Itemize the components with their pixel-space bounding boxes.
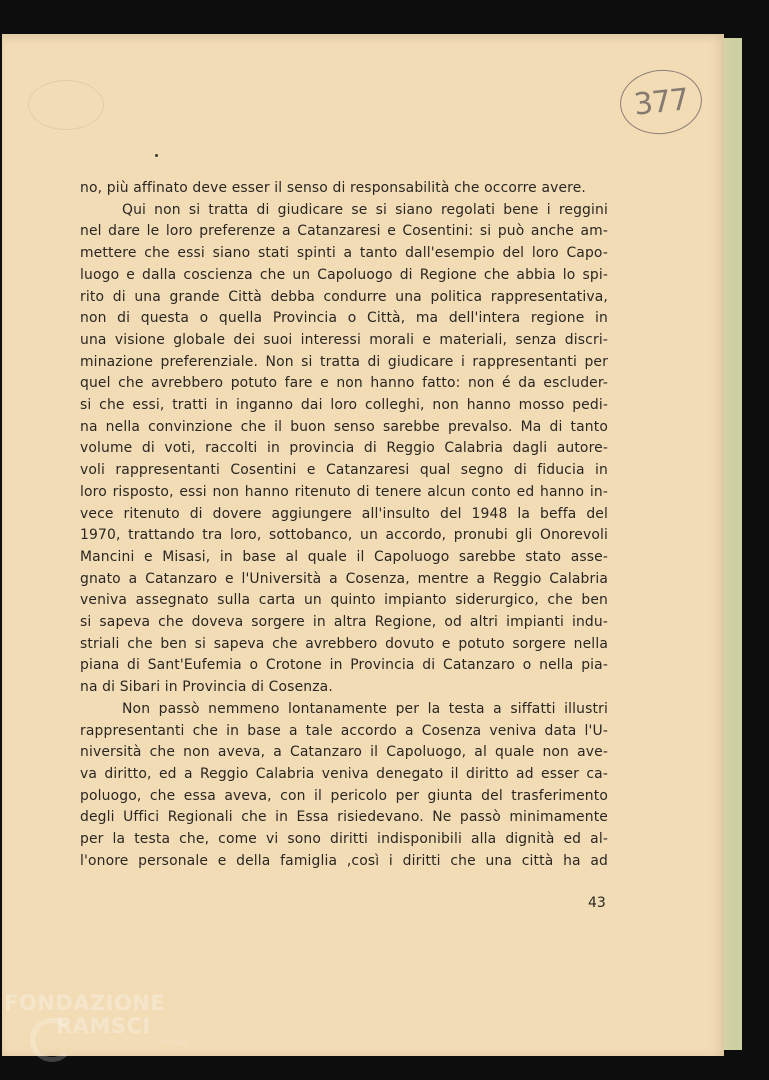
text-line: no, più affinato deve esser il senso di responsabilità che occorre avere. <box>80 180 586 196</box>
text-line: poluogo, che essa aveva, con il pericolo per giunta del trasferimento <box>80 787 608 804</box>
text-line: luogo e dalla coscienza che un Capoluogo di Regione che abbia lo spi- <box>80 266 608 283</box>
text-line: niversità che non aveva, a Catanzaro il Capoluogo, al quale non ave- <box>80 744 608 761</box>
text-line: na nella convinzione che il buon senso sarebbe prevalso. Ma di tanto <box>80 418 608 435</box>
archive-number-stamp: 377 <box>617 66 705 138</box>
text-line: l'onore personale e della famiglia ,così i diritti che una città ha ad <box>80 852 608 869</box>
faded-stamp <box>28 80 104 130</box>
text-line: rappresentanti che in base a tale accordo a Cosenza veniva data l'U- <box>80 722 608 739</box>
page-number: 43 <box>588 895 606 911</box>
text-line: na di Sibari in Provincia di Cosenza. <box>80 679 333 696</box>
text-line: rito di una grande Città debba condurre una politica rappresentativa, <box>80 288 608 305</box>
text-line: quel che avrebbero potuto fare e non hanno fatto: non é da escluder- <box>80 375 608 392</box>
text-line: va diritto, ed a Reggio Calabria veniva denegato il diritto ad esser ca- <box>80 765 608 782</box>
text-line: volume di voti, raccolti in provincia di Reggio Calabria dagli autore- <box>80 440 608 457</box>
watermark-line-3: onlus <box>160 1038 187 1048</box>
body-text <box>80 178 608 873</box>
text-line: Non passò nemmeno lontanamente per la testa a siffatti illustri <box>122 700 608 717</box>
text-line: nel dare le loro preferenze a Catanzaresi e Cosentini: si può anche am- <box>80 223 608 240</box>
text-line: degli Uffici Regionali che in Essa risiedevano. Ne passò minimamente <box>80 809 608 826</box>
text-line: gnato a Catanzaro e l'Università a Cosenza, mentre a Reggio Calabria <box>80 570 608 587</box>
text-line: voli rappresentanti Cosentini e Catanzaresi qual segno di fiducia in <box>80 462 608 479</box>
text-line: si che essi, tratti in inganno dai loro colleghi, non hanno mosso pedi- <box>80 397 608 414</box>
text-line: per la testa che, come vi sono diritti indisponibili alla dignità ed al- <box>80 831 608 848</box>
text-line: una visione globale dei suoi interessi morali e materiali, senza discri- <box>80 331 608 348</box>
text-line: striali che ben si sapeva che avrebbero dovuto e potuto sorgere nella <box>80 635 608 652</box>
text-line: si sapeva che doveva sorgere in altra Regione, od altri impianti indu- <box>80 614 608 631</box>
text-line: Qui non si tratta di giudicare se si siano regolati bene i reggini <box>122 201 608 218</box>
text-line: piana di Sant'Eufemia o Crotone in Provincia di Catanzaro o nella pia- <box>80 657 608 674</box>
text-line: Mancini e Misasi, in base al quale il Capoluogo sarebbe stato asse- <box>80 548 608 565</box>
watermark-line-1: FONDAZIONE <box>4 991 166 1015</box>
text-line: 1970, trattando tra loro, sottobanco, un accordo, pronubi gli Onorevoli <box>80 527 608 544</box>
watermark-line-2: RAMSCI <box>56 1014 151 1038</box>
watermark <box>4 992 187 1048</box>
text-line: mettere che essi siano stati spinti a tanto dall'esempio del loro Capo- <box>80 245 608 262</box>
text-line: non di questa o quella Provincia o Città, ma dell'intera regione in <box>80 310 608 327</box>
text-line: veniva assegnato sulla carta un quinto impianto siderurgico, che ben <box>80 592 608 609</box>
text-line: minazione preferenziale. Non si tratta di giudicare i rappresentanti per <box>80 353 608 370</box>
text-line: vece ritenuto di dovere aggiungere all'insulto del 1948 la beffa del <box>80 505 608 522</box>
page-edge <box>722 38 742 1050</box>
text-line: loro risposto, essi non hanno ritenuto di tenere alcun conto ed hanno in- <box>80 483 608 500</box>
ink-speck <box>155 154 158 157</box>
